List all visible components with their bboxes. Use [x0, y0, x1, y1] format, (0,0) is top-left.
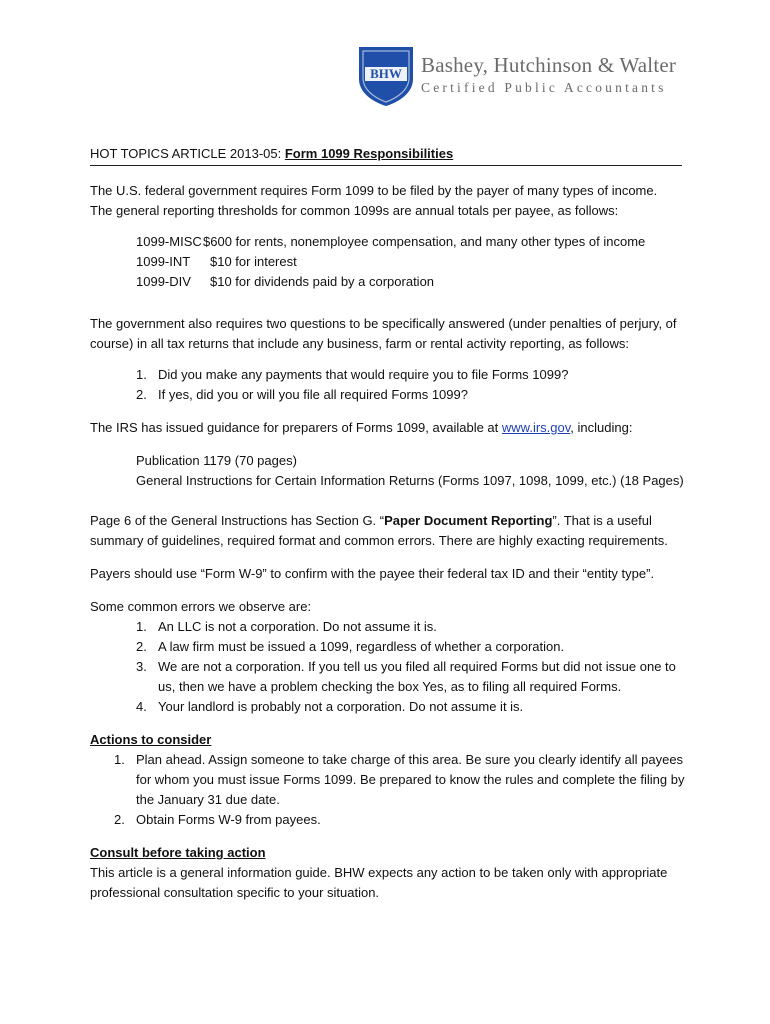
- list-number: 1.: [136, 367, 147, 382]
- page6-paragraph-line1: [90, 513, 652, 528]
- list-item: We are not a corporation. If you tell us you filed all required Forms but did not issue one to: [158, 659, 676, 674]
- article-title: [90, 146, 680, 161]
- list-item: An LLC is not a corporation. Do not assume it is.: [158, 619, 437, 634]
- consult-heading: Consult before taking action: [90, 845, 266, 860]
- threshold-desc: $10 for dividends paid by a corporation: [210, 274, 435, 289]
- w9-paragraph: Payers should use “Form W-9” to confirm with the payee their federal tax ID and their “entity type”.: [90, 566, 655, 581]
- irs-link[interactable]: www.irs.gov: [501, 420, 571, 435]
- irs-text-pre: The IRS has issued guidance for preparers of Forms 1099, available at: [90, 420, 502, 435]
- title-divider: [90, 165, 682, 166]
- questions-intro: The government also requires two questions to be specifically answered (under penalties of perjury, of course) in all tax returns that include any business, farm or rental activity reporting, as follows:: [90, 316, 677, 351]
- actions-heading: Actions to consider: [90, 732, 212, 747]
- page6-bold-text: Paper Document Reporting: [384, 513, 553, 528]
- list-number: 2.: [136, 639, 147, 654]
- list-item-continuation: us, then we have a problem checking the box Yes, as to filing all required Forms.: [158, 679, 622, 694]
- consult-text-line2: professional consultation specific to your situation.: [90, 885, 380, 900]
- list-number: 2.: [114, 812, 125, 827]
- publication-item: Publication 1179 (70 pages): [136, 453, 297, 468]
- threshold-form: 1099-INT: [136, 254, 191, 269]
- list-item: Did you make any payments that would require you to file Forms 1099?: [158, 367, 569, 382]
- publication-item: General Instructions for Certain Information Returns (Forms 1097, 1098, 1099, etc.) (18 Pages): [136, 473, 684, 488]
- firm-logo: [357, 45, 682, 107]
- list-item: A law firm must be issued a 1099, regardless of whether a corporation.: [158, 639, 565, 654]
- list-item-continuation: for whom you must issue Forms 1099. Be prepared to know the rules and complete the filing by: [136, 772, 685, 787]
- consult-text-line1: This article is a general information guide. BHW expects any action to be taken only with appropriate: [90, 865, 668, 880]
- logo-initials: BHW: [370, 66, 402, 81]
- list-item: If yes, did you or will you file all required Forms 1099?: [158, 387, 468, 402]
- list-number: 2.: [136, 387, 147, 402]
- irs-paragraph: [90, 420, 632, 435]
- threshold-form: 1099-MISC: [136, 234, 202, 249]
- firm-name: Bashey, Hutchinson & Walter: [421, 53, 677, 77]
- list-item-continuation: the January 31 due date.: [136, 792, 280, 807]
- title-prefix: HOT TOPICS ARTICLE 2013-05:: [90, 146, 285, 161]
- list-number: 4.: [136, 699, 147, 714]
- threshold-form: 1099-DIV: [136, 274, 191, 289]
- errors-intro: Some common errors we observe are:: [90, 599, 312, 614]
- list-item: Obtain Forms W-9 from payees.: [136, 812, 321, 827]
- irs-text-post: , including:: [570, 420, 633, 435]
- list-item: Plan ahead. Assign someone to take charge of this area. Be sure you clearly identify all payees: [136, 752, 684, 767]
- list-number: 1.: [114, 752, 125, 767]
- page6-paragraph-line2: summary of guidelines, required format and common errors. There are highly exacting requirements.: [90, 533, 668, 548]
- firm-subtitle: Certified Public Accountants: [421, 80, 667, 95]
- threshold-desc: $600 for rents, nonemployee compensation, and many other types of income: [203, 234, 646, 249]
- threshold-desc: $10 for interest: [210, 254, 297, 269]
- title-main: Form 1099 Responsibilities: [284, 146, 454, 161]
- bhw-shield-logo: [357, 45, 415, 107]
- page6-text-pre: Page 6 of the General Instructions has Section G. “: [90, 513, 385, 528]
- list-number: 1.: [136, 619, 147, 634]
- list-item: Your landlord is probably not a corporation. Do not assume it is.: [158, 699, 524, 714]
- list-number: 3.: [136, 659, 147, 674]
- intro-paragraph: The U.S. federal government requires Form 1099 to be filed by the payer of many types of income. The general reporting thresholds for common 1099s are annual totals per payee, as follows:: [90, 183, 658, 218]
- page6-text-post: ”. That is a useful: [552, 513, 652, 528]
